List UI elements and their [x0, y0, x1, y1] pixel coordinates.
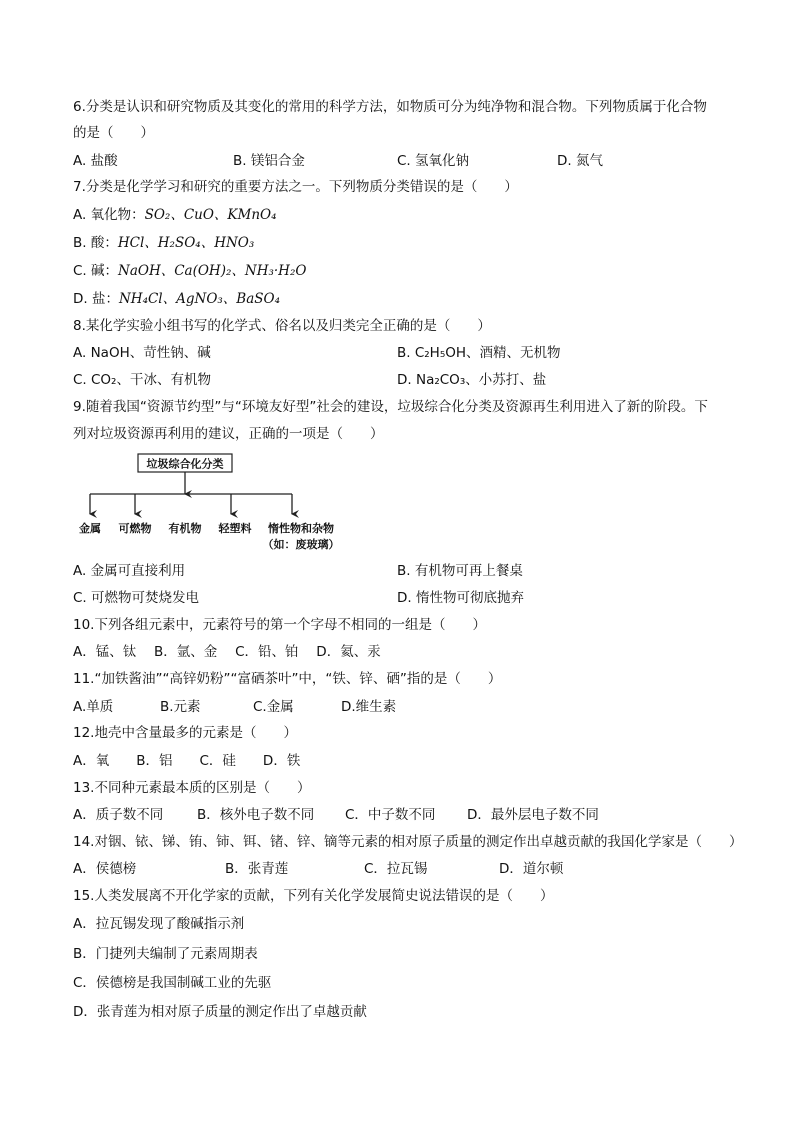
q8-option-b: B. C₂H₅OH、酒精、无机物 — [397, 345, 561, 361]
diagram-title: 垃圾综合化分类 — [146, 457, 224, 471]
q11-option-d: D.维生素 — [341, 699, 397, 715]
q14-option-d: D．道尔顿 — [499, 861, 564, 877]
q12-options: A．氧 B．铝 C．硅 D．铁 — [73, 753, 301, 769]
q7-option-c-formula: NaOH、Ca(OH)₂、NH₃·H₂O — [118, 263, 307, 279]
q13-option-c: C．中子数不同 — [345, 807, 436, 823]
q15-stem: 15.人类发展离不开化学家的贡献，下列有关化学发展简史说法错误的是（ ） — [73, 888, 554, 904]
q13-option-a: A．质子数不同 — [73, 807, 164, 823]
q14-option-c: C．拉瓦锡 — [364, 861, 428, 877]
diagram-category-metal: 金属 — [79, 522, 101, 535]
q10-options: A．锰、钛 B．氩、金 C．铅、铂 D．氦、汞 — [73, 644, 381, 660]
q9-option-d: D. 惰性物可彻底抛弃 — [397, 590, 524, 606]
q14-option-a: A．侯德榜 — [73, 861, 137, 877]
diagram-category-inert: 惰性物和杂物 — [268, 522, 334, 535]
q10-stem: 10.下列各组元素中，元素符号的第一个字母不相同的一组是（ ） — [73, 617, 486, 633]
q7-option-b — [73, 234, 254, 252]
q12-stem: 12.地壳中含量最多的元素是（ ） — [73, 725, 297, 741]
q7-option-a-formula: SO₂、CuO、KMnO₄ — [144, 207, 277, 223]
q15-option-b: B．门捷列夫编制了元素周期表 — [73, 946, 258, 962]
q11-option-a: A.单质 — [73, 699, 114, 715]
diagram-category-combustible: 可燃物 — [118, 522, 152, 535]
q7-option-a — [73, 206, 277, 224]
q15-option-c: C．侯德榜是我国制碱工业的先驱 — [73, 975, 272, 991]
q11-option-b: B.元素 — [160, 699, 201, 715]
q9-stem-line1: 9.随着我国“资源节约型”与“环境友好型”社会的建设，垃圾综合化分类及资源再生利用进入了新的阶段。下 — [73, 399, 708, 415]
q9-option-a: A. 金属可直接利用 — [73, 563, 186, 579]
q6-option-d: D. 氮气 — [557, 153, 603, 169]
q6-stem-line1: 6.分类是认识和研究物质及其变化的常用的科学方法，如物质可分为纯净物和混合物。下列物质属于化合物 — [73, 99, 707, 115]
q14-option-b: B．张青莲 — [225, 861, 289, 877]
q9-stem-line2: 列对垃圾资源再利用的建议，正确的一项是（ ） — [73, 426, 384, 442]
q7-option-c-label: C. 碱： — [73, 263, 119, 279]
diagram-category-plastic: 轻塑料 — [218, 522, 252, 535]
q6-stem-line2: 的是（ ） — [73, 125, 154, 141]
q13-option-d: D．最外层电子数不同 — [467, 807, 599, 823]
q7-stem: 7.分类是化学学习和研究的重要方法之一。下列物质分类错误的是（ ） — [73, 179, 518, 195]
q6-option-b: B. 镁铝合金 — [233, 153, 305, 169]
q7-option-b-label: B. 酸： — [73, 235, 118, 251]
q6-option-a: A. 盐酸 — [73, 153, 118, 169]
q14-stem: 14.对铟、铱、锑、铕、铈、铒、锗、锌、镝等元素的相对原子质量的测定作出卓越贡献的我国化学家是（ ） — [73, 834, 743, 850]
q7-option-d — [73, 290, 280, 308]
q9-option-c: C. 可燃物可焚烧发电 — [73, 590, 200, 606]
q7-option-a-label: A. 氧化物： — [73, 207, 145, 223]
q7-option-d-formula: NH₄Cl、AgNO₃、BaSO₄ — [118, 291, 281, 307]
q9-option-b: B. 有机物可再上餐桌 — [397, 563, 523, 579]
q7-option-d-label: D. 盐： — [73, 291, 119, 307]
q15-option-a: A．拉瓦锡发现了酸碱指示剂 — [73, 916, 245, 932]
waste-classification-diagram — [76, 452, 366, 556]
q11-option-c: C.金属 — [253, 699, 294, 715]
q8-stem: 8.某化学实验小组书写的化学式、俗名以及归类完全正确的是（ ） — [73, 318, 491, 334]
q8-option-d: D. Na₂CO₃、小苏打、盐 — [397, 372, 547, 388]
q13-stem: 13.不同种元素最本质的区别是（ ） — [73, 780, 311, 796]
q11-stem: 11.“加铁酱油”“高锌奶粉”“富硒茶叶”中，“铁、锌、硒”指的是（ ） — [73, 671, 502, 687]
diagram-category-organic: 有机物 — [168, 522, 202, 535]
q15-option-d: D．张青莲为相对原子质量的测定作出了卓越贡献 — [73, 1004, 367, 1020]
q7-option-c — [73, 262, 306, 280]
q8-option-a: A. NaOH、苛性钠、碱 — [73, 345, 211, 361]
q7-option-b-formula: HCl、H₂SO₄、HNO₃ — [117, 235, 255, 251]
q13-option-b: B．核外电子数不同 — [197, 807, 315, 823]
q8-option-c: C. CO₂、干冰、有机物 — [73, 372, 211, 388]
diagram-category-inert-note: （如：废玻璃） — [262, 538, 340, 551]
q6-option-c: C. 氢氧化钠 — [397, 153, 470, 169]
